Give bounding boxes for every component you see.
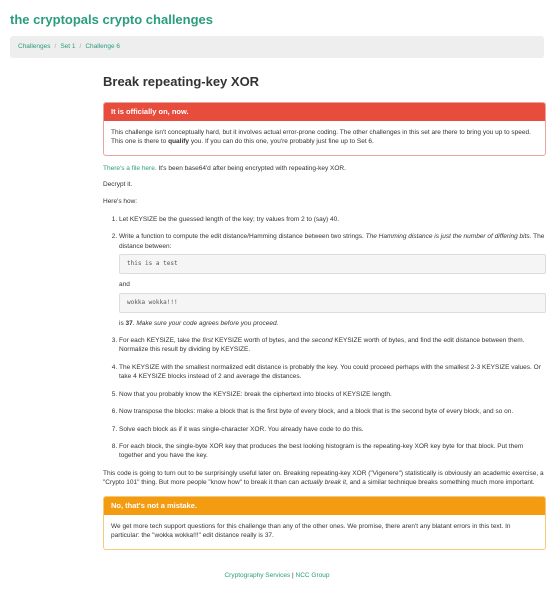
callout-not-a-mistake <box>103 496 546 550</box>
code-block-wokka: wokka wokka!!! <box>119 293 546 313</box>
steps-list <box>103 215 546 461</box>
step-text: KEYSIZE worth of bytes, and find the edit distance between them. Normalize this result by dividing by KEYSIZE. <box>119 337 525 354</box>
list-item <box>119 425 546 434</box>
callout-body <box>104 121 545 155</box>
list-item <box>119 336 546 355</box>
breadcrumb-challenges[interactable]: Challenges <box>18 43 51 50</box>
list-item <box>119 363 546 382</box>
intro-paragraph <box>103 164 546 173</box>
breadcrumb-separator: / <box>54 43 57 50</box>
step-text: is <box>119 319 126 327</box>
step-text: Now transpose the blocks: make a block that is the first byte of every block, and a block that is the second byte of every block, and so on. <box>119 408 514 416</box>
step-text: Write a function to compute the edit distance/Hamming distance between two strings. <box>119 233 366 241</box>
step-text: For each KEYSIZE, take the <box>119 337 203 345</box>
step-text-em: second <box>311 337 333 345</box>
footer-link-cryptography-services[interactable]: Cryptography Services <box>224 572 291 579</box>
list-item <box>119 407 546 416</box>
file-link[interactable]: There's a file here. <box>103 164 157 172</box>
code-block-this-is-a-test: this is a test <box>119 254 546 274</box>
footer <box>0 571 554 580</box>
outro-text-em: actually break it <box>300 479 347 487</box>
list-item <box>119 390 546 399</box>
step-text: The KEYSIZE with the smallest normalized edit distance is probably the key. You could proceed perhaps with the smallest 2-3 KEYSIZE values. Or take 4 KEYSIZE blocks instead of 2 and average the distances. <box>119 363 541 381</box>
callout-text: This challenge isn't conceptually hard, but it involves actual error-prone coding. The other challenges in this set are there to bring you up to speed. This one is there to <box>111 128 531 146</box>
distance-value: 37 <box>125 319 133 327</box>
step-text: For each block, the single-byte XOR key that produces the best looking histogram is the repeating-key XOR key byte for that block. Put them together and you have the key. <box>119 443 524 460</box>
step-text: The distance between: <box>119 233 545 250</box>
step-text: . <box>132 319 137 327</box>
step-text-em: first <box>202 337 213 345</box>
outro-text: , and a similar technique breaks something much more important. <box>346 479 535 487</box>
decrypt-text: Decrypt it. <box>103 181 133 189</box>
step-text: Now that you probably know the KEYSIZE: break the ciphertext into blocks of KEYSIZE length. <box>119 390 392 398</box>
breadcrumb <box>10 36 544 58</box>
intro-text: It's been base64'd after being encrypted with repeating-key XOR. <box>156 164 346 172</box>
callout-text-bold: qualify <box>168 138 190 146</box>
callout-heading: No, that's not a mistake. <box>104 497 545 515</box>
breadcrumb-set-1[interactable]: Set 1 <box>60 43 76 50</box>
callout-body: We get more tech support questions for this challenge than any of the other ones. We promise, there aren't any blatant errors in this text. In particular: the "wokka wokka!!!" edit distance really is 37. <box>111 522 511 540</box>
list-item <box>119 442 546 461</box>
step-text-em: Make sure your code agrees before you proceed. <box>136 319 279 327</box>
callout-text: you. If you can do this one, you're probably just fine up to Set 6. <box>189 138 374 146</box>
callout-officially-on <box>103 102 546 156</box>
step-text: KEYSIZE worth of bytes, and the <box>212 337 312 345</box>
list-item <box>119 232 546 328</box>
outro-text: This code is going to turn out to be surprisingly useful later on. Breaking repeating-key XOR ("Vigenere") statistically is obviously an academic exercise, a "Crypto 101" thing. But more people "know how" to break it than can <box>103 469 544 487</box>
and-text: and <box>119 281 130 289</box>
challenge-content <box>103 73 546 550</box>
challenge-title: Break repeating-key XOR <box>103 74 260 89</box>
step-text: Let KEYSIZE be the guessed length of the key; try values from 2 to (say) 40. <box>119 215 340 223</box>
step-text-em: The Hamming distance is just the number of differing bits. <box>365 233 532 241</box>
heres-how-text: Here's how: <box>103 197 138 205</box>
site-title[interactable]: the cryptopals crypto challenges <box>10 12 214 27</box>
breadcrumb-challenge-6[interactable]: Challenge 6 <box>85 43 121 50</box>
list-item <box>119 215 546 224</box>
footer-separator: | <box>290 572 296 579</box>
breadcrumb-separator: / <box>79 43 82 50</box>
outro-paragraph <box>103 469 546 488</box>
callout-heading: It is officially on, now. <box>104 103 545 121</box>
footer-link-ncc-group[interactable]: NCC Group <box>295 572 330 579</box>
step-text: Solve each block as if it was single-character XOR. You already have code to do this. <box>119 425 364 433</box>
